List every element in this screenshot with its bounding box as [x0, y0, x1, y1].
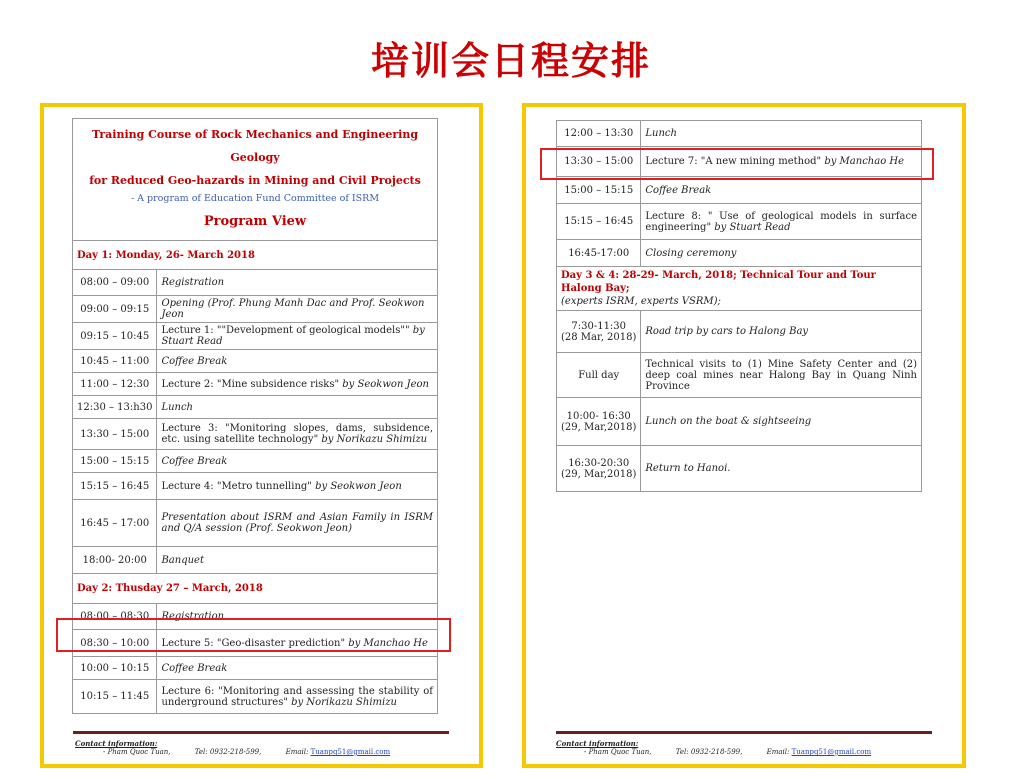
slide-title: 培训会日程安排: [370, 39, 651, 83]
speaker-text: by Seokwon Jeon: [315, 480, 402, 492]
contact-tel: Tel: 0932-218-599,: [675, 748, 743, 756]
time-text: Full day: [578, 369, 620, 381]
speaker-text: by Manchao He: [824, 156, 905, 167]
description-cell: [641, 353, 922, 398]
day2-pm-row: [557, 204, 922, 240]
description-cell: [157, 450, 438, 473]
contact-label: Contact information:: [556, 739, 639, 748]
day1-row: [73, 500, 438, 547]
time-text: 15:15 – 16:45: [564, 216, 634, 227]
day1-row: [73, 350, 438, 373]
time-cell: [73, 657, 157, 680]
day2-row: [73, 680, 438, 714]
description-text: Lecture 1: ""Development of geological models"": [161, 325, 410, 336]
description-cell: [641, 398, 922, 446]
description-text: Lunch: [161, 401, 193, 413]
date-text: (29, Mar,2018): [561, 421, 637, 433]
time-cell: [73, 419, 157, 450]
description-text: Return to Hanoi.: [645, 463, 731, 474]
time-text: 13:30 – 15:00: [564, 156, 634, 167]
description-text: Closing ceremony: [645, 247, 737, 259]
time-cell: [557, 177, 641, 204]
course-title-line2: for Reduced Geo-hazards in Mining and Civil Projects: [89, 174, 421, 187]
date-text: (29, Mar,2018): [561, 468, 637, 480]
time-cell: [557, 311, 641, 353]
description-text: Lecture 6: "Monitoring and assessing the stability of underground structures": [161, 685, 433, 708]
time-text: 16:45 – 17:00: [80, 517, 150, 529]
description-text: Presentation about ISRM and Asian Family in ISRM and Q/A session (Prof. Seokwon Jeon): [161, 512, 433, 534]
day2-afternoon-rows: [557, 121, 922, 267]
day1-row: [73, 547, 438, 574]
time-cell: [557, 398, 641, 446]
description-cell: [157, 547, 438, 574]
day1-row: [73, 419, 438, 450]
time-text: 10:45 – 11:00: [80, 355, 150, 367]
contact-email-link[interactable]: Tuanpq51@gmail.com: [791, 748, 872, 756]
description-text: Lecture 3: "Monitoring slopes, dams, subsidence, etc. using satellite technology": [161, 423, 433, 445]
time-text: 08:30 – 10:00: [80, 637, 150, 649]
description-text: Technical visits to (1) Mine Safety Center and (2) deep coal mines near Halong Bay in Quang Ninh Province: [645, 358, 917, 392]
highlight-lecture-5: [56, 618, 451, 652]
time-text: 09:15 – 10:45: [80, 330, 150, 342]
description-text: Banquet: [161, 554, 204, 566]
time-text: 11:00 – 12:30: [80, 378, 150, 390]
description-cell: [641, 121, 922, 147]
description-cell: [157, 657, 438, 680]
description-cell: [641, 177, 922, 204]
course-title-line1: Training Course of Rock Mechanics and Engineering Geology: [91, 128, 419, 164]
description-cell: [641, 311, 922, 353]
day2-pm-row: [557, 177, 922, 204]
description-cell: [157, 396, 438, 419]
time-text: 12:30 – 13:h30: [77, 401, 153, 413]
time-text: 10:00- 16:30: [566, 410, 631, 422]
day34-rows: [557, 311, 922, 492]
speaker-text: by Norikazu Shimizu: [291, 696, 397, 708]
description-cell: [157, 350, 438, 373]
description-text: Lecture 8: " Use of geological models in surface engineering": [645, 210, 917, 233]
day1-heading: Day 1: Monday, 26- March 2018: [73, 241, 438, 270]
time-cell: [73, 547, 157, 574]
course-subtitle: - A program of Education Fund Committee of ISRM: [130, 193, 380, 204]
time-text: 10:15 – 11:45: [80, 691, 150, 702]
day34-title: Day 3 & 4: 28-29- March, 2018; Technical Tour and Tour Halong Bay;: [561, 270, 876, 294]
time-cell: [557, 121, 641, 147]
day34-subtitle: (experts ISRM, experts VSRM);: [561, 296, 721, 307]
speaker-text: by Manchao He: [348, 637, 428, 649]
speaker-text: by Stuart Read: [161, 325, 425, 347]
day1-row: [73, 373, 438, 396]
time-text: 08:00 – 09:00: [80, 277, 150, 288]
day34-heading: [557, 267, 922, 311]
description-cell: [157, 500, 438, 547]
description-text: Lecture 2: "Mine subsidence risks": [161, 378, 340, 390]
description-cell: [641, 240, 922, 267]
time-cell: [557, 240, 641, 267]
day1-row: [73, 323, 438, 350]
time-cell: [73, 450, 157, 473]
day1-row: [73, 396, 438, 419]
left-footer-rule: [73, 731, 449, 734]
day2-pm-row: [557, 240, 922, 267]
description-text: Coffee Break: [161, 662, 228, 674]
date-text: (28 Mar, 2018): [561, 331, 637, 343]
time-cell: [73, 350, 157, 373]
right-footer-rule: [556, 731, 932, 734]
speaker-text: by Norikazu Shimizu: [321, 434, 428, 445]
description-cell: [157, 270, 438, 296]
time-text: 09:00 – 09:15: [80, 303, 150, 315]
description-text: Road trip by cars to Halong Bay: [645, 326, 809, 337]
description-text: Coffee Break: [645, 184, 712, 196]
day1-row: [73, 473, 438, 500]
contact-label: Contact information:: [75, 739, 158, 748]
description-text: Coffee Break: [161, 355, 228, 367]
description-cell: [157, 419, 438, 450]
speaker-text: by Stuart Read: [714, 221, 791, 233]
day2-heading: Day 2: Thusday 27 – March, 2018: [73, 574, 438, 604]
day34-row: [557, 398, 922, 446]
contact-name: - Pham Quoc Tuan,: [103, 748, 171, 756]
day1-row: [73, 296, 438, 323]
description-text: Registration: [161, 611, 225, 622]
description-text: Lecture 7: "A new mining method": [645, 156, 822, 167]
day34-row: [557, 446, 922, 492]
description-text: Lecture 5: "Geo-disaster prediction": [161, 637, 346, 649]
time-cell: [557, 204, 641, 240]
day1-rows: [73, 270, 438, 574]
time-text: 13:30 – 15:00: [80, 428, 150, 440]
time-cell: [73, 373, 157, 396]
contact-email-link[interactable]: Tuanpq51@gmail.com: [310, 748, 391, 756]
description-text: Lunch: [645, 128, 677, 139]
program-header: [73, 119, 438, 241]
time-text: 12:00 – 13:30: [564, 128, 634, 139]
time-text: 15:00 – 15:15: [564, 184, 634, 196]
description-cell: [157, 323, 438, 350]
time-cell: [73, 296, 157, 323]
description-text: Lunch on the boat & sightseeing: [645, 416, 812, 427]
time-text: 15:00 – 15:15: [80, 455, 150, 467]
time-text: 10:00 – 10:15: [80, 662, 150, 674]
time-cell: [557, 446, 641, 492]
time-cell: [73, 270, 157, 296]
speaker-text: by Seokwon Jeon: [342, 378, 429, 390]
description-cell: [641, 446, 922, 492]
time-cell: [73, 396, 157, 419]
time-cell: [73, 500, 157, 547]
time-text: 18:00- 20:00: [82, 554, 147, 566]
description-cell: [157, 473, 438, 500]
time-text: 7:30-11:30: [571, 320, 627, 332]
time-text: 08:00 – 08:30: [80, 611, 150, 622]
description-cell: [157, 680, 438, 714]
contact-email-label: Email:: [285, 748, 309, 756]
highlight-lecture-7: [540, 148, 934, 180]
day34-row: [557, 311, 922, 353]
day2-pm-row: [557, 121, 922, 147]
left-footer: [75, 739, 390, 756]
time-cell: [73, 680, 157, 714]
description-text: Opening (Prof. Phung Manh Dac and Prof. Seokwon Jeon: [161, 298, 425, 320]
day34-row: [557, 353, 922, 398]
description-text: Lecture 4: "Metro tunnelling": [161, 480, 312, 492]
description-text: Coffee Break: [161, 455, 228, 467]
contact-email-label: Email:: [766, 748, 790, 756]
day1-row: [73, 450, 438, 473]
time-cell: [73, 323, 157, 350]
description-cell: [641, 204, 922, 240]
time-text: 15:15 – 16:45: [80, 480, 150, 492]
contact-tel: Tel: 0932-218-599,: [194, 748, 262, 756]
description-cell: [157, 373, 438, 396]
time-text: 16:30-20:30: [568, 457, 630, 469]
day1-row: [73, 270, 438, 296]
description-cell: [157, 296, 438, 323]
right-footer: [556, 739, 871, 756]
program-view-heading: Program View: [203, 214, 307, 229]
time-cell: [557, 353, 641, 398]
time-cell: [73, 473, 157, 500]
day2-row: [73, 657, 438, 680]
time-text: 16:45-17:00: [568, 247, 630, 259]
description-text: Registration: [161, 277, 225, 288]
contact-name: - Pham Quoc Tuan,: [584, 748, 652, 756]
